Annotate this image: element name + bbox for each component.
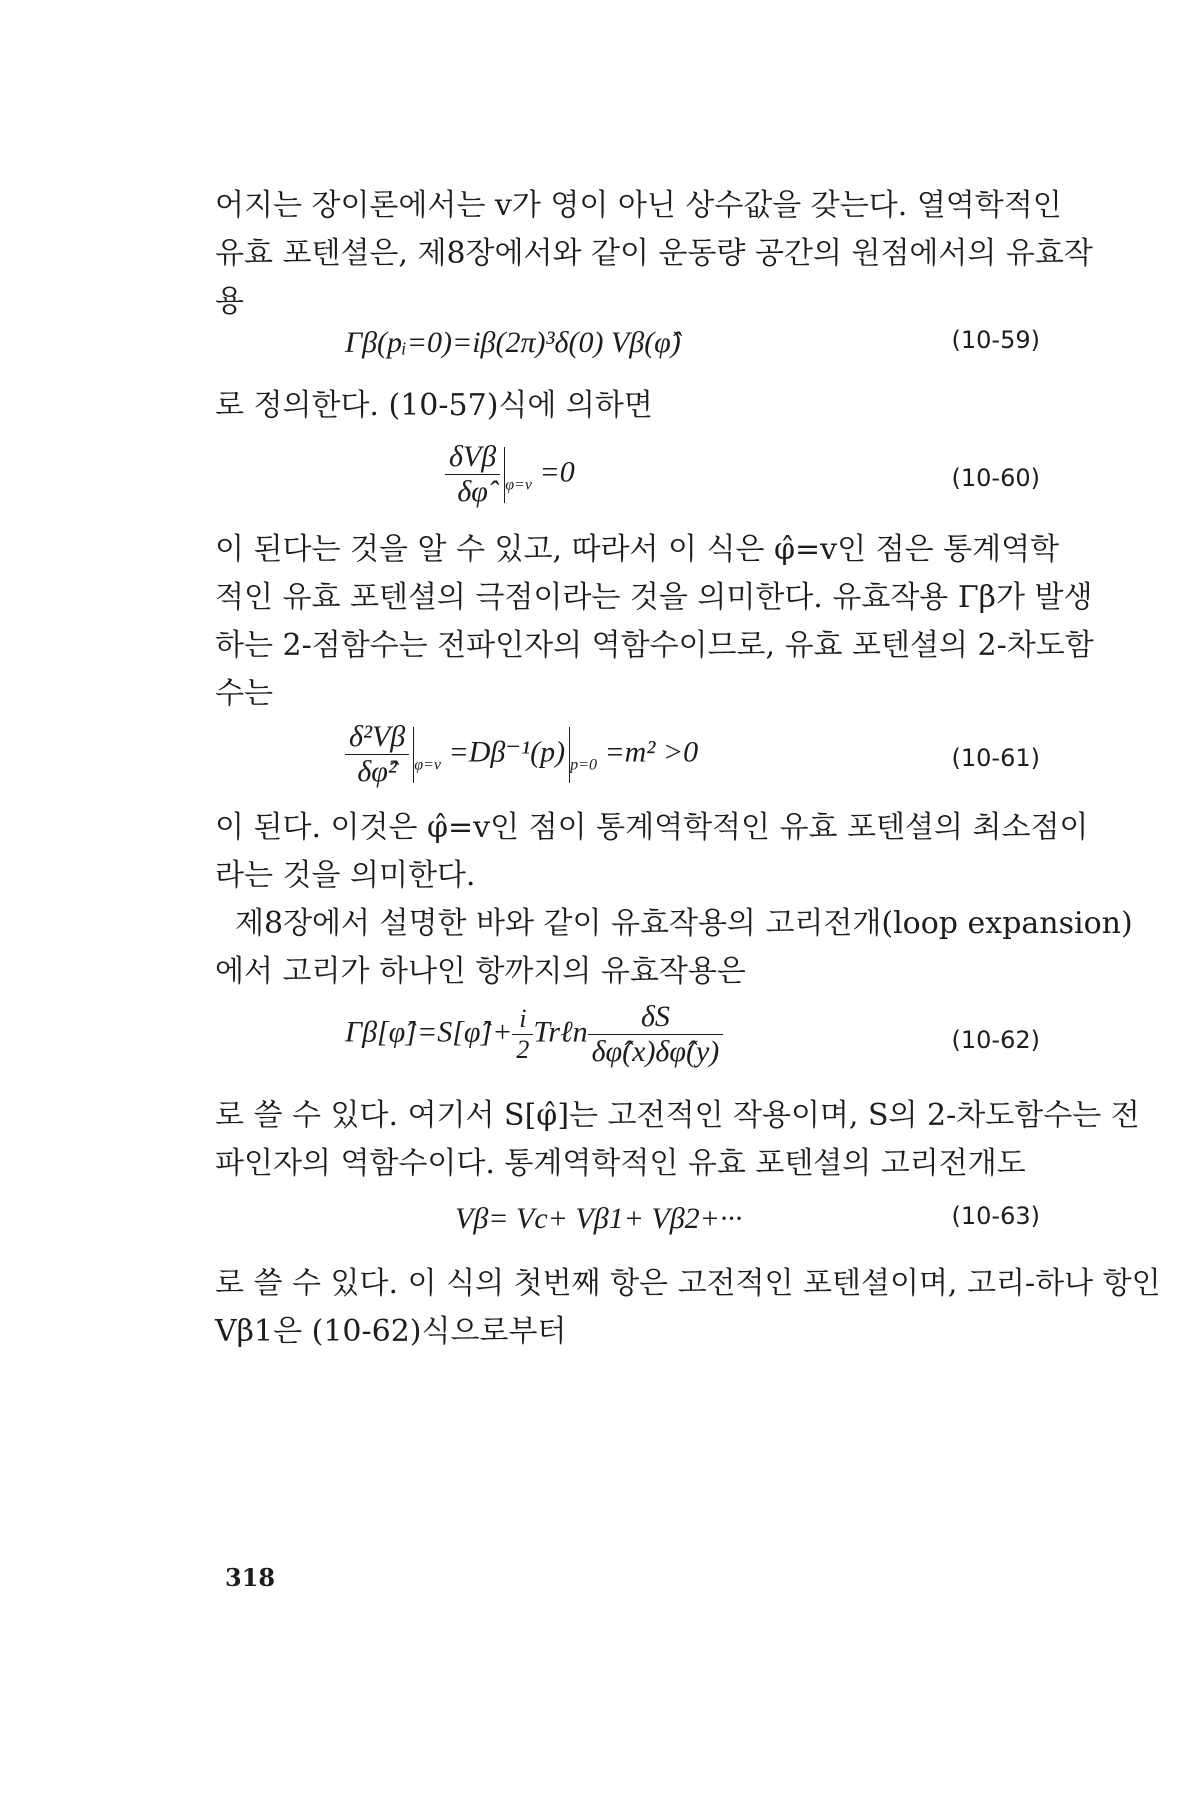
trace-log: Trℓn xyxy=(533,1015,588,1049)
equation-body: Vβ= Vc+ Vβ1+ Vβ2+··· xyxy=(455,1202,743,1235)
equation-body: Γβ(pᵢ=0)=iβ(2π)³δ(0) Vβ(φ̂) xyxy=(345,326,681,359)
text-line: 라는 것을 의미한다. xyxy=(215,858,476,893)
equation-middle: =Dβ⁻¹(p) xyxy=(448,735,566,769)
fraction-denominator: 2 xyxy=(516,1035,530,1064)
text-line: 로 쓸 수 있다. 이 식의 첫번째 항은 고전적인 포텐셜이며, 고리-하나 항인 xyxy=(215,1266,1161,1301)
fraction-numerator: δVβ xyxy=(445,440,500,475)
equation-rhs: =0 xyxy=(539,455,575,489)
text-line: 로 정의한다. (10-57)식에 의하면 xyxy=(215,388,653,423)
text-line: 유효 포텐셜은, 제8장에서와 같이 운동량 공간의 원점에서의 유효작 xyxy=(215,236,1093,271)
text-line: 어지는 장이론에서는 v가 영이 아닌 상수값을 갖는다. 열역학적인 xyxy=(215,188,1062,223)
equation-lhs: Γβ[φ̂]=S[φ̂]+ xyxy=(345,1015,513,1049)
fraction-numerator: δ²Vβ xyxy=(345,720,409,755)
equation-10-60 xyxy=(215,440,1045,520)
fraction-denominator: δφ̂ xyxy=(457,475,488,508)
equation-body xyxy=(445,440,575,509)
equation-number: (10-60) xyxy=(951,464,1040,492)
text-line: 제8장에서 설명한 바와 같이 유효작용의 고리전개(loop expansion) xyxy=(235,906,1133,941)
evaluation-point: φ=v xyxy=(414,756,441,774)
text-line: 로 쓸 수 있다. 여기서 S[φ̂]는 고전적인 작용이며, S의 2-차도함수는 전 xyxy=(215,1098,1140,1133)
text-line: 이 된다는 것을 알 수 있고, 따라서 이 식은 φ̂=v인 점은 통계역학 xyxy=(215,532,1060,567)
equation-10-61 xyxy=(215,720,1045,800)
equation-10-63 xyxy=(215,1196,1045,1256)
equation-10-59 xyxy=(215,320,1045,380)
text-line: 용 xyxy=(215,284,244,319)
fraction-denominator: δφ̂(x)δφ̂(y) xyxy=(591,1035,720,1068)
equation-rhs: =m² >0 xyxy=(604,735,699,769)
fraction-numerator: i xyxy=(512,1004,533,1035)
equation-number: (10-61) xyxy=(951,744,1040,772)
fraction-denominator: δφ̂² xyxy=(357,755,397,788)
equation-body xyxy=(345,720,698,789)
text-line: 에서 고리가 하나인 항까지의 유효작용은 xyxy=(215,954,746,989)
text-line: 파인자의 역함수이다. 통계역학적인 유효 포텐셜의 고리전개도 xyxy=(215,1146,1026,1181)
text-line: 이 된다. 이것은 φ̂=v인 점이 통계역학적인 유효 포텐셜의 최소점이 xyxy=(215,810,1089,845)
text-line: 적인 유효 포텐셜의 극점이라는 것을 의미한다. 유효작용 Γβ가 발생 xyxy=(215,580,1093,615)
text-line: 수는 xyxy=(215,676,273,711)
equation-number: (10-59) xyxy=(951,326,1040,354)
page-number: 318 xyxy=(225,1563,276,1592)
equation-10-62 xyxy=(215,1000,1045,1090)
text-line: 하는 2-점함수는 전파인자의 역함수이므로, 유효 포텐셜의 2-차도함 xyxy=(215,628,1094,663)
fraction-numerator: δS xyxy=(588,1000,724,1035)
evaluation-point: φ=v xyxy=(505,476,532,494)
text-line: Vβ1은 (10-62)식으로부터 xyxy=(215,1314,567,1349)
equation-number: (10-63) xyxy=(951,1202,1040,1230)
equation-body xyxy=(345,1000,723,1069)
evaluation-point: p=0 xyxy=(570,756,597,774)
equation-number: (10-62) xyxy=(951,1026,1040,1054)
